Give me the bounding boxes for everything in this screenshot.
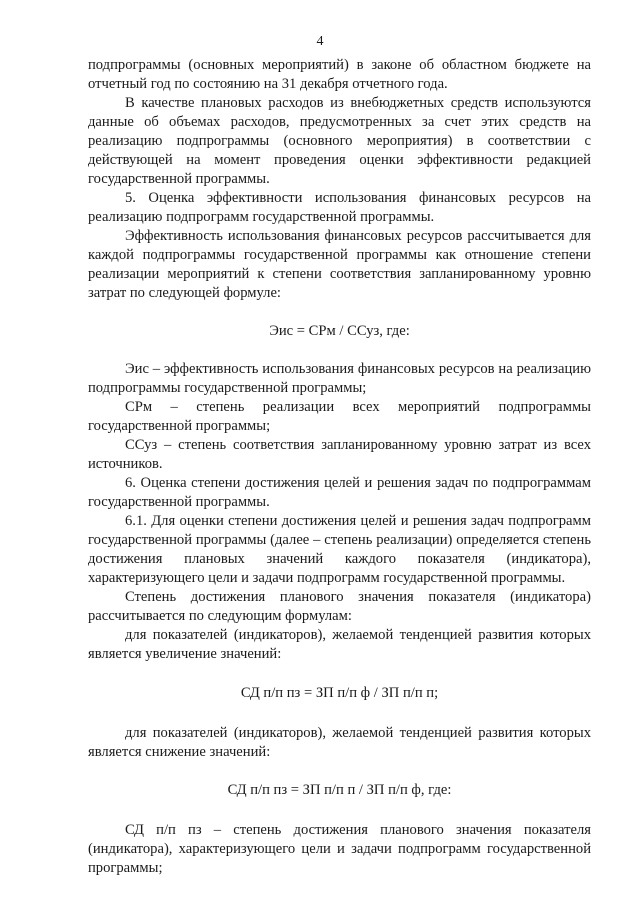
definition-ssuz: ССуз – степень соответствия запланированному уровню затрат из всех источников. [88,437,591,472]
paragraph-increase: для показателей (индикаторов), желаемой тенденцией развития которых является увеличение значений: [88,627,591,662]
formula-eis: Эис = СРм / ССуз, где: [269,323,410,339]
paragraph-decrease: для показателей (индикаторов), желаемой тенденцией развития которых является снижение значений: [88,725,591,760]
definition-srm: СРм – степень реализации всех мероприятий подпрограммы государственной программы; [88,399,591,434]
paragraph-continuation: подпрограммы (основных мероприятий) в законе об областном бюджете на отчетный год по состоянию на 31 декабря отчетного года. [88,57,591,92]
formula-decrease: СД п/п пз = ЗП п/п п / ЗП п/п ф, где: [227,782,452,798]
definition-eis: Эис – эффективность использования финансовых ресурсов на реализацию подпрограммы государственной программы; [88,361,591,396]
section-heading-6: 6. Оценка степени достижения целей и решения задач по подпрограммам государственной программы. [88,475,591,510]
paragraph-6-1: 6.1. Для оценки степени достижения целей и решения задач подпрограмм государственной программы (далее – степень реализации) определяется степень достижения плановых значений каждого показателя (индикатора), характеризующего цели и задачи подпрограмм государственной программы. [88,513,591,586]
page-number: 4 [316,34,324,49]
formula-increase: СД п/п пз = ЗП п/п ф / ЗП п/п п; [240,685,439,701]
paragraph-planned-expenses: В качестве плановых расходов из внебюджетных средств используются данные об объемах расходов, предусмотренных за счет этих средств на реализацию подпрограммы (основного мероприятия) в соответствии с действующей на момент проведения оценки эффективности редакцией государственной программы. [88,95,591,187]
paragraph-efficiency: Эффективность использования финансовых ресурсов рассчитывается для каждой подпрограммы государственной программы как отношение степени реализации мероприятий к степени соответствия запланированному уровню затрат по следующей формуле: [88,228,591,301]
definition-sd: СД п/п пз – степень достижения планового значения показателя (индикатора), характеризующего цели и задачи подпрограмм государственной программы; [88,822,591,876]
section-heading-5: 5. Оценка эффективности использования финансовых ресурсов на реализацию подпрограмм государственной программы. [88,190,591,225]
paragraph-degree: Степень достижения планового значения показателя (индикатора) рассчитывается по следующим формулам: [88,589,591,624]
document-body [88,56,591,878]
